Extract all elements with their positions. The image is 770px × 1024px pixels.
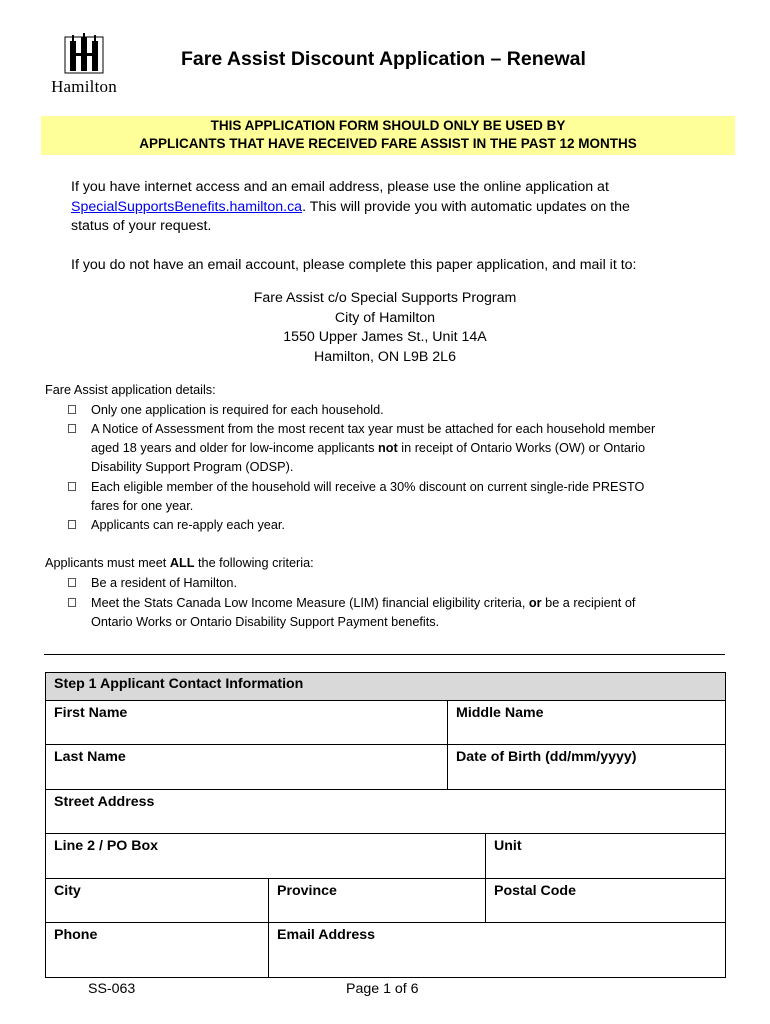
address-line: Hamilton, ON L9B 2L6 xyxy=(314,348,456,365)
province-field[interactable]: Province xyxy=(268,878,486,923)
list-item-text xyxy=(91,478,731,516)
banner-line: THIS APPLICATION FORM SHOULD ONLY BE USED BY xyxy=(210,118,566,133)
mailing-address xyxy=(0,289,770,367)
list-item-line: Ontario Works or Ontario Disability Support Payment benefits. xyxy=(91,615,440,629)
hamilton-logo xyxy=(44,33,124,99)
text: Meet the Stats Canada Low Income Measure (LIM) financial eligibility criteria, xyxy=(91,596,529,610)
first-name-field[interactable]: First Name xyxy=(45,700,448,745)
address-line: Fare Assist c/o Special Supports Program xyxy=(253,290,517,306)
form-section-title: Step 1 Applicant Contact Information xyxy=(54,676,304,692)
line2-po-box-field[interactable]: Line 2 / PO Box xyxy=(45,833,486,879)
bold-text: ALL xyxy=(169,556,195,570)
notice-banner xyxy=(41,116,735,155)
checkbox-icon xyxy=(68,598,76,607)
postal-code-field[interactable]: Postal Code xyxy=(485,878,726,923)
page-number: Page 1 of 6 xyxy=(346,981,419,997)
list-item-text xyxy=(91,594,731,632)
middle-name-field[interactable]: Middle Name xyxy=(447,700,726,745)
hamilton-crest-icon xyxy=(64,33,104,75)
street-address-field[interactable]: Street Address xyxy=(45,789,726,834)
date-of-birth-field[interactable]: Date of Birth (dd/mm/yyyy) xyxy=(447,744,726,790)
list-item-line xyxy=(91,439,731,458)
divider xyxy=(44,654,725,655)
intro-line xyxy=(71,198,630,218)
text: the following criteria: xyxy=(194,556,314,570)
text: aged 18 years and older for low-income applicants xyxy=(91,441,379,455)
checkbox-icon xyxy=(68,520,76,529)
intro-line: If you have internet access and an email address, please use the online application at xyxy=(71,179,609,195)
list-item-line: Each eligible member of the household will receive a 30% discount on current single-ride PRESTO xyxy=(91,480,645,494)
city-field[interactable]: City xyxy=(45,878,269,923)
list-item-line: A Notice of Assessment from the most recent tax year must be attached for each household member xyxy=(91,422,656,436)
address-line: City of Hamilton xyxy=(334,309,436,326)
intro-text: . This will provide you with automatic updates on the xyxy=(302,198,630,215)
list-item-text xyxy=(91,420,731,477)
email-address-field[interactable]: Email Address xyxy=(268,922,726,978)
online-application-link[interactable]: SpecialSupportsBenefits.hamilton.ca xyxy=(71,198,303,215)
checkbox-icon xyxy=(68,578,76,587)
checkbox-icon xyxy=(68,405,76,414)
list-item-line: fares for one year. xyxy=(91,499,194,513)
last-name-field[interactable]: Last Name xyxy=(45,744,448,790)
list-item-text: Applicants can re-apply each year. xyxy=(91,518,285,532)
list-item-line xyxy=(91,594,731,613)
text: Applicants must meet xyxy=(45,556,170,570)
form-code: SS-063 xyxy=(88,981,136,997)
list-item-text: Be a resident of Hamilton. xyxy=(91,576,237,590)
bold-text: not xyxy=(378,441,398,455)
address-line: 1550 Upper James St., Unit 14A xyxy=(283,329,487,345)
intro-paragraph xyxy=(71,178,630,237)
logo-text: Hamilton xyxy=(51,77,117,96)
mail-instructions: If you do not have an email account, please complete this paper application, and mail it to: xyxy=(71,257,637,273)
list-item-line: Disability Support Program (ODSP). xyxy=(91,460,294,474)
unit-field[interactable]: Unit xyxy=(485,833,726,879)
text: be a recipient of xyxy=(541,596,636,610)
phone-field[interactable]: Phone xyxy=(45,922,269,978)
criteria-heading xyxy=(45,554,314,573)
bold-text: or xyxy=(528,596,542,610)
banner-line: APPLICANTS THAT HAVE RECEIVED FARE ASSIST IN THE PAST 12 MONTHS xyxy=(139,136,637,151)
checkbox-icon xyxy=(68,482,76,491)
checkbox-icon xyxy=(68,424,76,433)
text: in receipt of Ontario Works (OW) or Ontario xyxy=(397,441,646,455)
form-section-header xyxy=(45,672,726,701)
page-title: Fare Assist Discount Application – Renewal xyxy=(181,48,586,70)
details-heading: Fare Assist application details: xyxy=(45,383,216,397)
intro-line: status of your request. xyxy=(71,218,212,234)
list-item-text: Only one application is required for each household. xyxy=(91,403,384,417)
